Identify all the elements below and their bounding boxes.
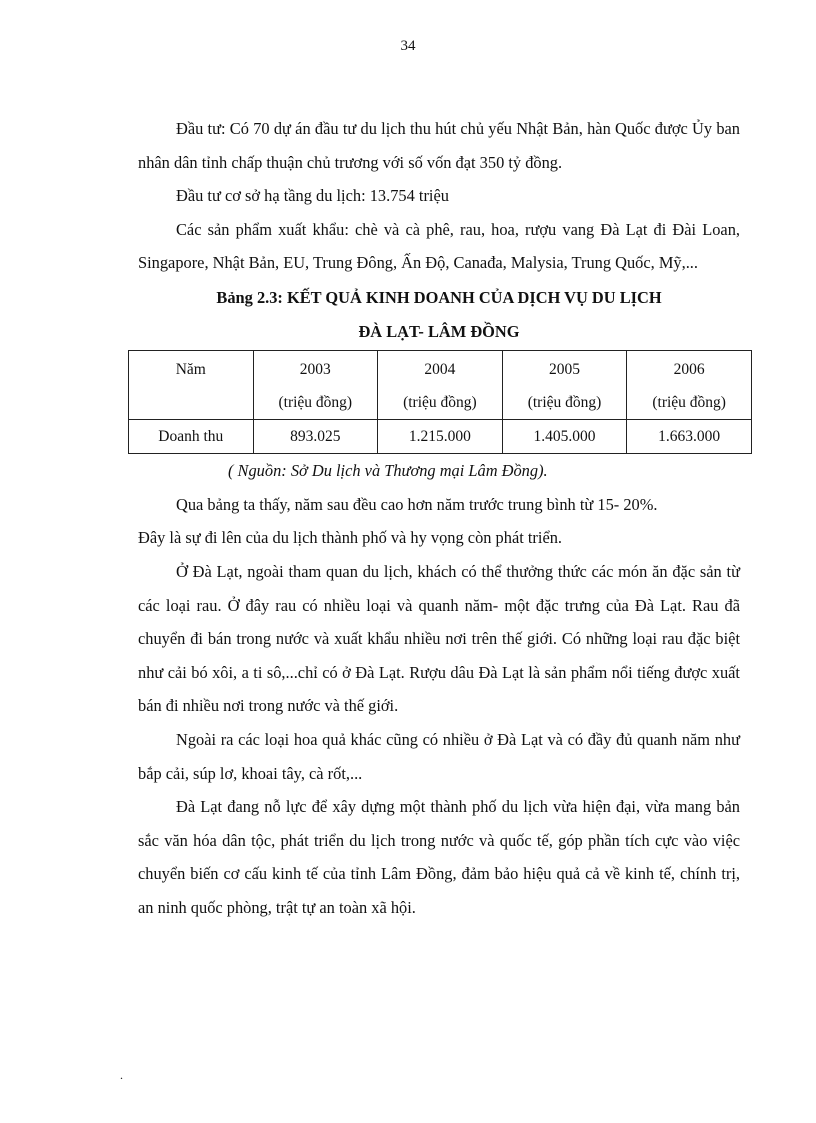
page-number: 34 — [400, 38, 416, 54]
paragraph-vegetables: Ở Đà Lạt, ngoài tham quan du lịch, khách có thể thưởng thức các món ăn đặc sản từ các loại rau. Ở đây rau có nhiều loại và quanh năm- một đặc trưng của Đà Lạt. Rau đã chuyển đi bán trong nước và xuất khẩu nhiều nơi trên thế giới. Có những loại rau đặc biệt như cải bó xôi, a ti sô,...chỉ có ở Đà Lạt. Rượu dâu Đà Lạt là sản phẩm nổi tiếng được xuất bán đi nhiều nơi trong nước và thế giới. — [138, 561, 740, 716]
paragraph-development: Đà Lạt đang nỗ lực để xây dựng một thành phố du lịch vừa hiện đại, vừa mang bản sắc văn hóa dân tộc, phát triển du lịch trong nước và quốc tế, góp phần tích cực vào việc chuyển biến cơ cấu kinh tế của tỉnh Lâm Đồng, đảm bảo hiệu quả cả về kinh tế, chính trị, an ninh quốc phòng, trật tự an toàn xã hội. — [138, 797, 740, 917]
table-title-line1: Bảng 2.3: KẾT QUẢ KINH DOANH CỦA DỊCH VỤ DU LỊCH — [216, 287, 662, 307]
table-header-cell: 2006 (triệu đồng) — [627, 351, 752, 420]
table-header-cell: 2003 (triệu đồng) — [253, 351, 378, 420]
document-body — [138, 112, 740, 924]
paragraph-infrastructure: Đầu tư cơ sở hạ tầng du lịch: 13.754 triệu — [176, 186, 449, 206]
table-header-cell: 2005 (triệu đồng) — [502, 351, 627, 420]
paragraph-fruits: Ngoài ra các loại hoa quả khác cũng có nhiều ở Đà Lạt và có đầy đủ quanh năm như bắp cải, súp lơ, khoai tây, cà rốt,... — [138, 729, 740, 783]
table-cell: 1.663.000 — [627, 420, 752, 454]
table-row-label: Doanh thu — [129, 420, 254, 454]
footer-mark: . — [120, 1068, 123, 1082]
table-header-row — [129, 351, 752, 420]
paragraph-investment: Đầu tư: Có 70 dự án đầu tư du lịch thu hút chủ yếu Nhật Bản, hàn Quốc được Ủy ban nhân dân tỉnh chấp thuận chủ trương với số vốn đạt 350 tỷ đồng. — [138, 119, 740, 172]
table-header-cell: 2004 (triệu đồng) — [378, 351, 503, 420]
table-header-year-label: Năm — [129, 351, 254, 420]
paragraph-analysis: Qua bảng ta thấy, năm sau đều cao hơn năm trước trung bình từ 15- 20%. — [176, 494, 658, 514]
table-source: ( Nguồn: Sở Du lịch và Thương mại Lâm Đồng). — [228, 461, 548, 481]
table-cell: 1.215.000 — [378, 420, 503, 454]
table-cell: 893.025 — [253, 420, 378, 454]
paragraph-analysis-cont: Đây là sự đi lên của du lịch thành phố và hy vọng còn phát triển. — [138, 528, 563, 548]
revenue-table — [128, 350, 752, 454]
table-row — [129, 420, 752, 454]
table-cell: 1.405.000 — [502, 420, 627, 454]
paragraph-exports: Các sản phẩm xuất khẩu: chè và cà phê, rau, hoa, rượu vang Đà Lạt đi Đài Loan, Singapore, Nhật Bản, EU, Trung Đông, Ấn Độ, Canađa, Malysia, Trung Quốc, Mỹ,... — [138, 219, 740, 273]
table-title-line2: ĐÀ LẠT- LÂM ĐỒNG — [358, 321, 520, 341]
